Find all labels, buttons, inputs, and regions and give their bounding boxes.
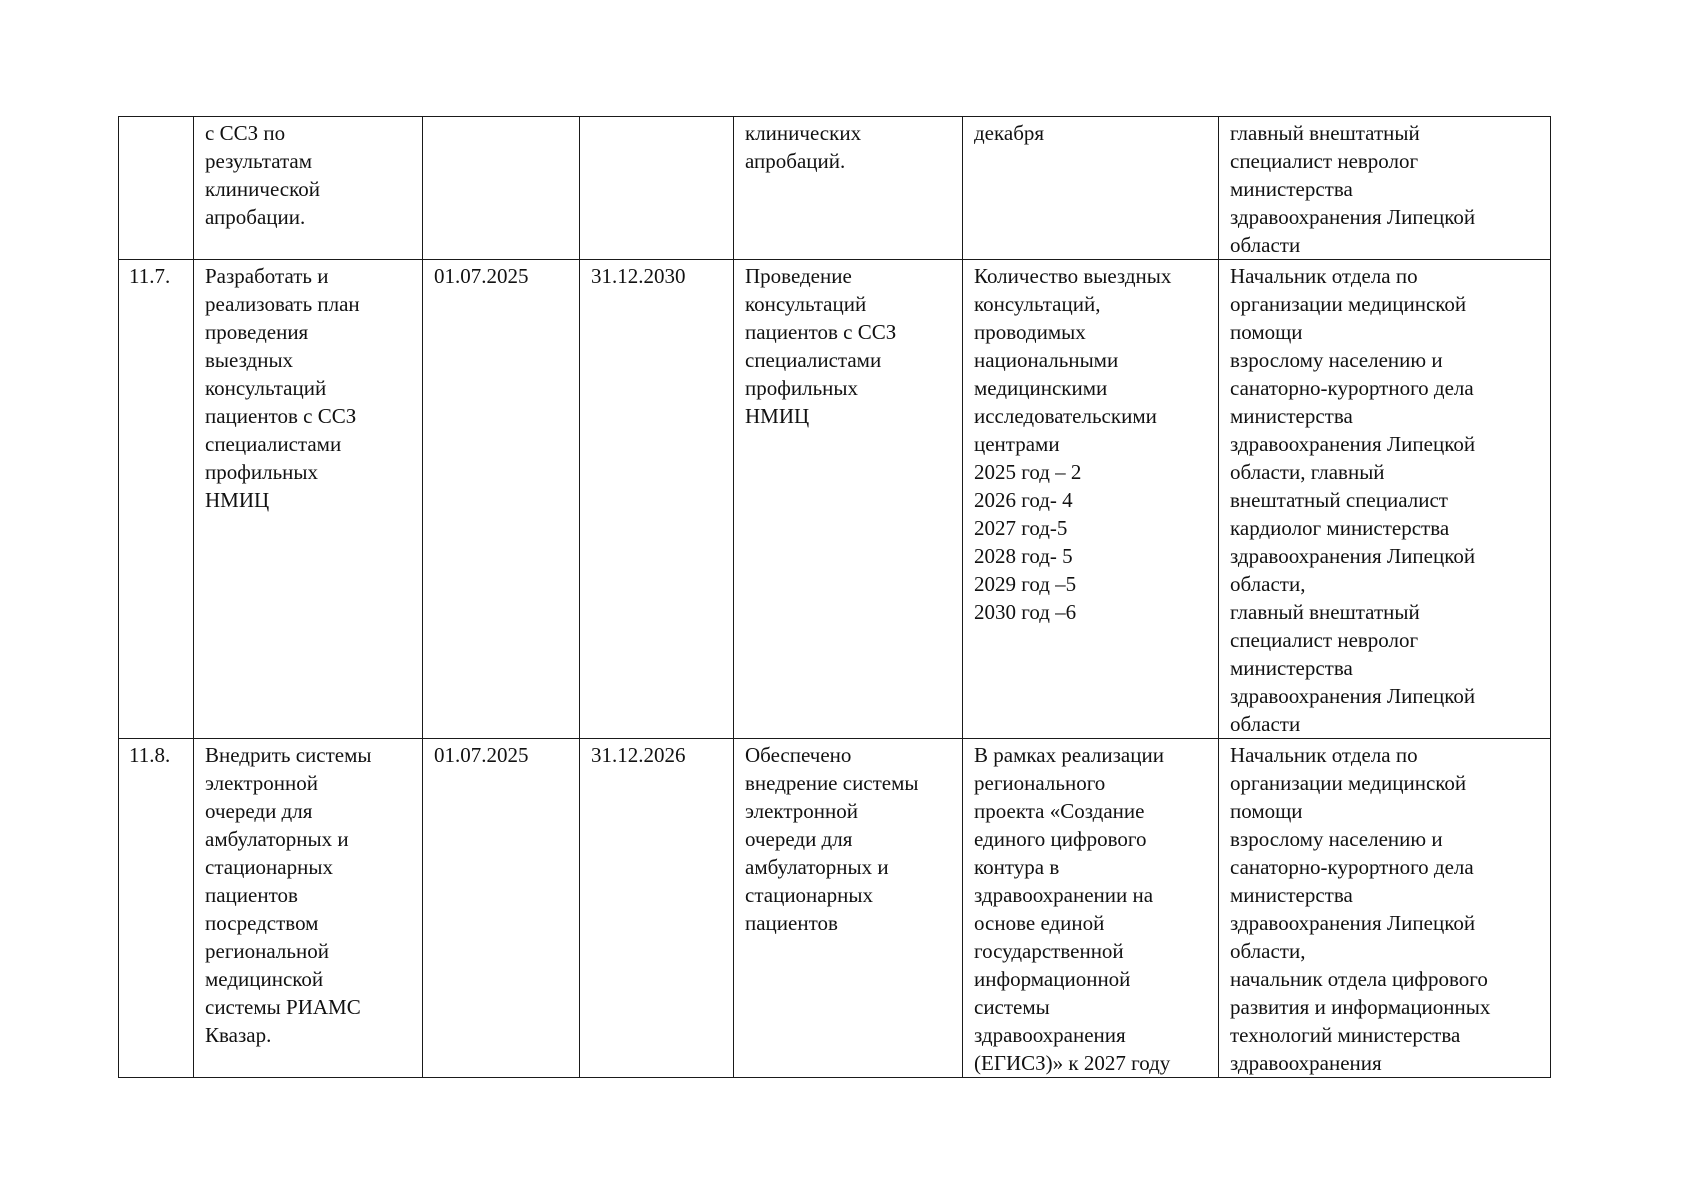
cell-task: с ССЗ по результатам клинической апробации. — [194, 117, 423, 260]
cell-task: Внедрить системы электронной очереди для амбулаторных и стационарных пациентов посредством региональной медицинской системы РИАМС Квазар. — [194, 739, 423, 1078]
cell-responsible: главный внештатный специалист невролог министерства здравоохранения Липецкой области — [1219, 117, 1551, 260]
cell-result: Обеспечено внедрение системы электронной очереди для амбулаторных и стационарных пациентов — [734, 739, 963, 1078]
cell-indicator: декабря — [963, 117, 1219, 260]
cell-result: клинических апробаций. — [734, 117, 963, 260]
cell-start-date — [423, 117, 580, 260]
table-row — [119, 117, 1551, 260]
cell-end-date: 31.12.2030 — [580, 260, 734, 739]
cell-number: 11.8. — [119, 739, 194, 1078]
cell-number: 11.7. — [119, 260, 194, 739]
cell-end-date: 31.12.2026 — [580, 739, 734, 1078]
cell-start-date: 01.07.2025 — [423, 260, 580, 739]
action-plan-table — [118, 116, 1551, 1078]
cell-task: Разработать и реализовать план проведения выездных консультаций пациентов с ССЗ специалистами профильных НМИЦ — [194, 260, 423, 739]
cell-end-date — [580, 117, 734, 260]
cell-responsible: Начальник отдела по организации медицинской помощи взрослому населению и санаторно-курортного дела министерства здравоохранения Липецкой области, главный внештатный специалист кардиолог министерства здравоохранения Липецкой области, главный внештатный специалист невролог министерства здравоохранения Липецкой области — [1219, 260, 1551, 739]
table-row — [119, 739, 1551, 1078]
cell-result: Проведение консультаций пациентов с ССЗ специалистами профильных НМИЦ — [734, 260, 963, 739]
cell-indicator: В рамках реализации регионального проекта «Создание единого цифрового контура в здравоохранении на основе единой государственной информационной системы здравоохранения (ЕГИСЗ)» к 2027 году — [963, 739, 1219, 1078]
cell-start-date: 01.07.2025 — [423, 739, 580, 1078]
table-row — [119, 260, 1551, 739]
cell-indicator: Количество выездных консультаций, проводимых национальными медицинскими исследовательскими центрами 2025 год – 2 2026 год- 4 2027 год-5 2028 год- 5 2029 год –5 2030 год –6 — [963, 260, 1219, 739]
cell-number — [119, 117, 194, 260]
cell-responsible: Начальник отдела по организации медицинской помощи взрослому населению и санаторно-курортного дела министерства здравоохранения Липецкой области, начальник отдела цифрового развития и информационных технологий министерства здравоохранения — [1219, 739, 1551, 1078]
